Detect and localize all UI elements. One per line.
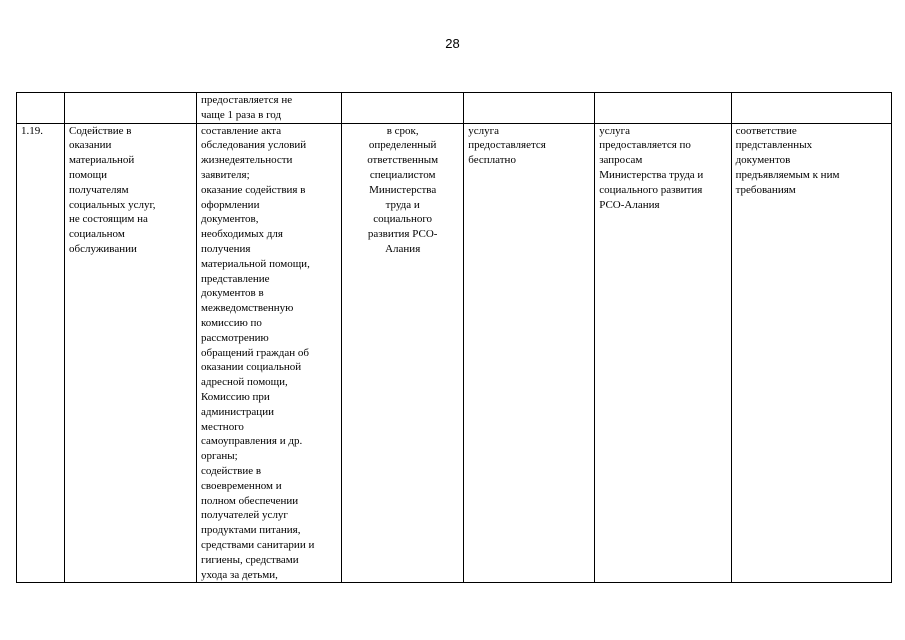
cell-service-name: Содействие в оказании материальной помощи получателям социальных услуг, не состоящим на социальном обслуживании bbox=[65, 123, 197, 583]
cell-provision bbox=[595, 93, 731, 124]
cell-requirements: соответствие представленных документов предъявляемым к ним требованиям bbox=[731, 123, 891, 583]
table-row-continuation bbox=[17, 93, 892, 124]
page-number: 28 bbox=[445, 36, 460, 51]
cell-requirements bbox=[731, 93, 891, 124]
cell-payment: услуга предоставляется бесплатно bbox=[464, 123, 595, 583]
cell-description: предоставляется не чаще 1 раза в год bbox=[197, 93, 342, 124]
services-table bbox=[16, 92, 892, 583]
cell-number: 1.19. bbox=[17, 123, 65, 583]
cell-description: составление акта обследования условий жизнедеятельности заявителя; оказание содействия в оформлении документов, необходимых для получения материальной помощи, представление документов в межведомственную комиссию по рассмотрению обращений граждан об оказании социальной адресной помощи, Комиссию при администрации местного самоуправления и др. органы; содействие в своевременном и полном обеспечении получателей услуг продуктами питания, средствами санитарии и гигиены, средствами ухода за детьми, bbox=[197, 123, 342, 583]
cell-timing: в срок, определенный ответственным специалистом Министерства труда и социального развития РСО- Алания bbox=[342, 123, 464, 583]
cell-provision: услуга предоставляется по запросам Министерства труда и социального развития РСО-Алания bbox=[595, 123, 731, 583]
cell-service-name bbox=[65, 93, 197, 124]
cell-timing bbox=[342, 93, 464, 124]
cell-payment bbox=[464, 93, 595, 124]
cell-number bbox=[17, 93, 65, 124]
table-row-1-19 bbox=[17, 123, 892, 583]
